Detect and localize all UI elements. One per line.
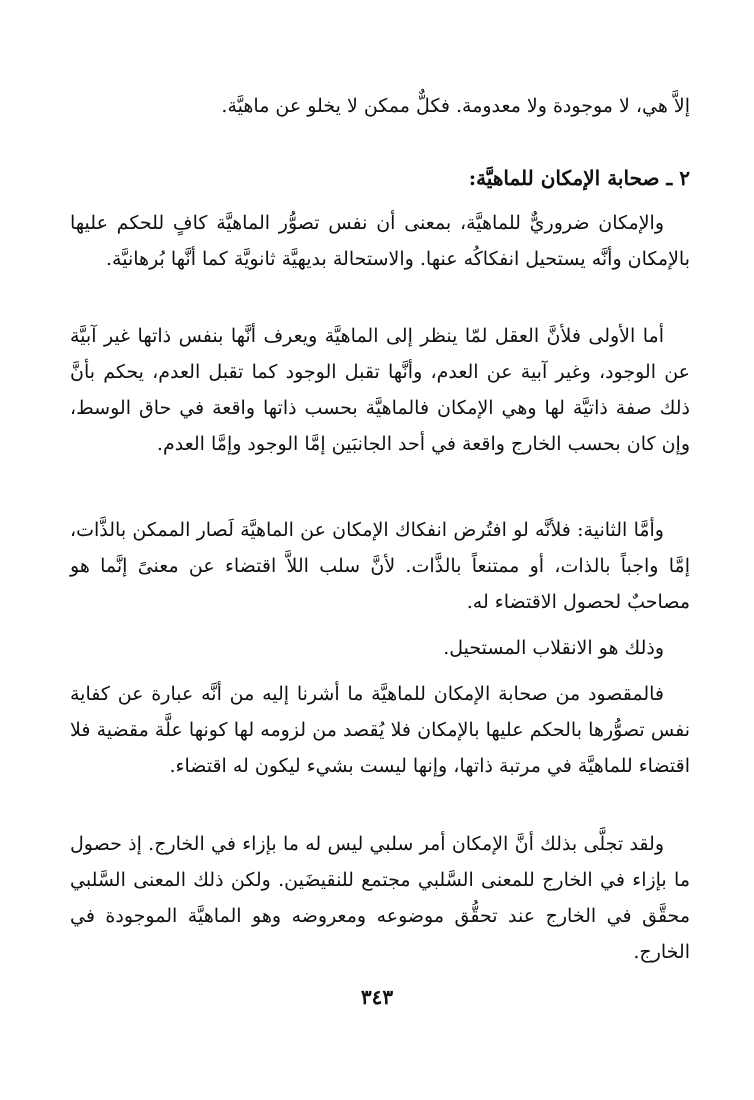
paragraph-text: ولقد تجلَّى بذلك أنَّ الإمكان أمر سلبي ليس له ما بإزاء في الخارج. إذ حصول ما بإزاء في الخارج للمعنى السَّلبي مجتمع للنقيضَين. ولكن ذلك المعنى السَّلبي محقَّق في الخارج عند تحقُّق موضوعه ومعروضه وهو الماهيَّة الموجودة في الخارج. <box>70 833 691 963</box>
paragraph-text: والإمكان ضروريٌّ للماهيَّة، بمعنى أن نفس تصوُّر الماهيَّة كافٍ للحكم عليها بالإمكان وأنَّه يستحيل انفكاكُه عنها. والاستحالة بديهيَّة ثانويَّة كما أنَّها بُرهانيَّة. <box>70 212 690 270</box>
paragraph-text: فالمقصود من صحابة الإمكان للماهيَّة ما أشرنا إليه من أنَّه عبارة عن كفاية نفس تصوُّرها بالحكم عليها بالإمكان فلا يُقصد من لزومه لها كونها علَّة مقضية فلا اقتضاء للماهيَّة في مرتبة ذاتها، وإنها ليست بشيء ليكون له اقتضاء. <box>70 683 690 777</box>
paragraph-meaning-of-companionship <box>70 676 690 784</box>
paragraph-text: وأمَّا الثانية: فلأنَّه لو افتُرض انفكاك الإمكان عن الماهيَّة لَصار الممكن بالذَّات، إمَّا واجباً بالذات، أو ممتنعاً بالذَّات. لأنَّ سلب اللاَّ اقتضاء عن معنىً إنَّما هو مصاحبٌ لحصول الاقتضاء له. <box>70 519 690 613</box>
paragraph-impossible-transformation <box>70 630 690 666</box>
page-number: ٣٤٣ <box>360 985 394 1009</box>
paragraph-negative-matter <box>70 826 690 970</box>
paragraph-second-proof <box>70 512 690 620</box>
paragraph-continuation: إلاَّ هي، لا موجودة ولا معدومة. فكلٌّ ممكن لا يخلو عن ماهيَّة. <box>221 95 690 117</box>
paragraph-text: وذلك هو الانقلاب المستحيل. <box>443 637 664 659</box>
paragraph-first-proof <box>70 318 690 462</box>
paragraph-necessity-of-possibility <box>70 205 690 277</box>
paragraph-text: أما الأولى فلأنَّ العقل لمّا ينظر إلى الماهيَّة ويعرف أنَّها بنفس ذاتها غير آبيَّة عن الوجود، وغير آبية عن العدم، وأنَّها تقبل الوجود كما تقبل العدم، يحكم بأنَّ ذلك صفة ذاتيَّة لها وهي الإمكان فالماهيَّة بحسب ذاتها واقعة في حاق الوسط، وإن كان بحسب الخارج واقعة في أحد الجانبَين إمَّا الوجود وإمَّا العدم. <box>70 325 690 455</box>
section-heading: ٢ ـ صحابة الإمكان للماهيَّة: <box>468 166 690 190</box>
